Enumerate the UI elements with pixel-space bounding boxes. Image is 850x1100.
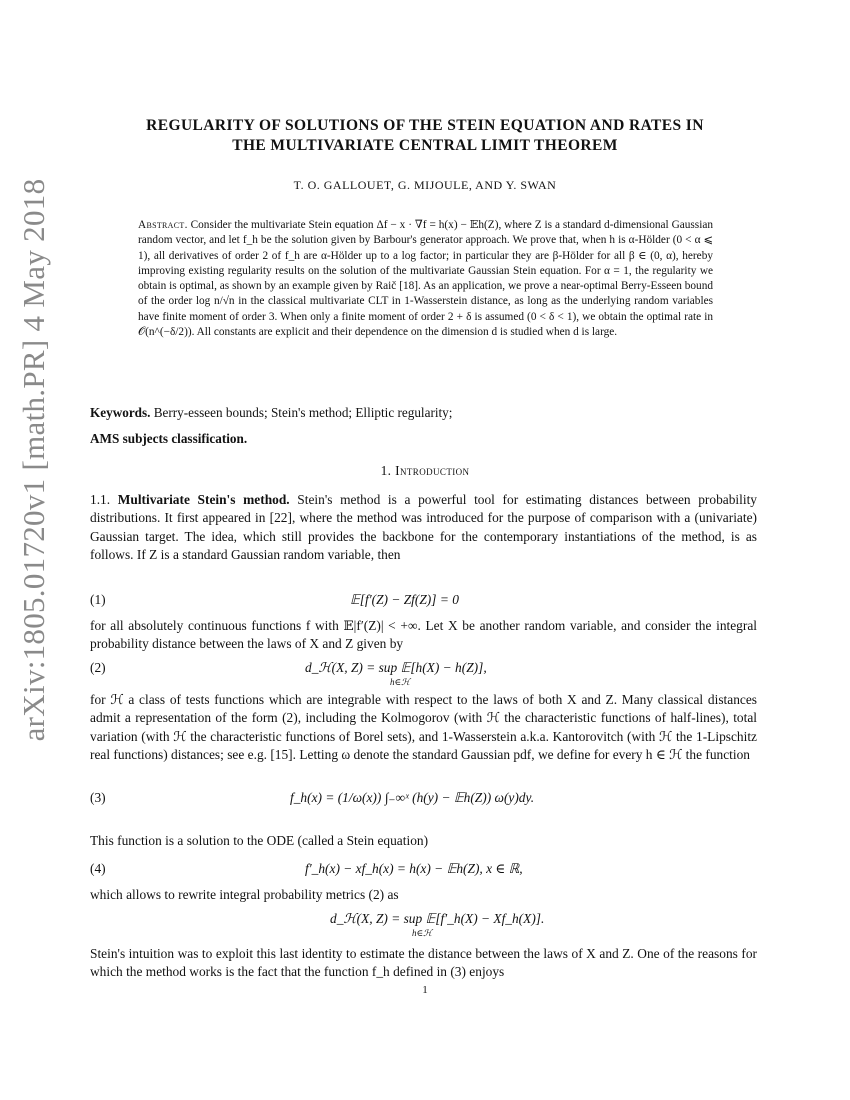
abstract-label: Abstract. bbox=[138, 219, 188, 231]
section-heading: 1. Introduction bbox=[380, 463, 470, 478]
abstract bbox=[138, 218, 713, 340]
paragraph-2: for all absolutely continuous functions f with 𝔼|f′(Z)| < +∞. Let X be another random variable, and consider the integral probability distance between the laws of X and Z given by bbox=[90, 618, 757, 652]
equation-4 bbox=[90, 861, 757, 885]
equation-body: f′_h(x) − xf_h(x) = h(x) − 𝔼h(Z), x ∈ ℝ, bbox=[305, 861, 523, 876]
equation-body: d_ℋ(X, Z) = sup 𝔼[f′_h(X) − Xf_h(X)]. bbox=[330, 911, 545, 926]
equation-number: (2) bbox=[90, 660, 106, 675]
equation-number: (3) bbox=[90, 790, 106, 805]
equation-number: (4) bbox=[90, 861, 106, 876]
subsection-title: Multivariate Stein's method. bbox=[117, 492, 290, 507]
subsection-number: 1.1. bbox=[90, 492, 111, 507]
equation-body: 𝔼[f′(Z) − Zf(Z)] = 0 bbox=[350, 592, 459, 607]
abstract-text: Consider the multivariate Stein equation Δf − x · ∇f = h(x) − 𝔼h(Z), where Z is a standard d-dimensional Gaussian random vector, and let f_h be the solution given by Barbour's generator approach. We prove that, when h is α-Hölder (0 < α ⩽ 1), all derivatives of order 2 of f_h are α-Hölder up to a log factor; in particular they are β-Hölder for all β ∈ (0, α), hereby improving existing regularity results on the solution of the multivariate Gaussian Stein equation. For α = 1, the regularity we obtain is optimal, as shown by an example given by Raič [18]. As an application, we prove a near-optimal Berry-Esseen bound of the order log n/√n in the classical multivariate CLT in 1-Wasserstein distance, as long as the underlying random variables have finite moment of order 3. When only a finite moment of order 2 + δ is assumed (0 < δ < 1), we obtain the optimal rate in 𝒪(n^(−δ/2)). All constants are explicit and their dependence on the dimension d is studied when d is large. bbox=[138, 219, 714, 338]
sup-subscript: h∈ℋ bbox=[390, 677, 411, 687]
paragraph-6: Stein's intuition was to exploit this last identity to estimate the distance between the laws of X and Z. One of the reasons for which the method works is the fact that the function f_h defined in (3) enjoys bbox=[90, 946, 757, 980]
equation-3 bbox=[90, 790, 757, 824]
paragraph-5: which allows to rewrite integral probability metrics (2) as bbox=[90, 887, 399, 902]
paragraph-1-text: Stein's method is a powerful tool for estimating distances between probability distributions. It first appeared in [22], where the method was introduced for the purpose of comparison with a (univariate) Gaussian target. The idea, which still provides the backbone for the contemporary instantiations of the method, is as follows. If Z is a standard Gaussian random variable, then bbox=[90, 492, 757, 562]
equation-body: d_ℋ(X, Z) = sup 𝔼[h(X) − h(Z)], bbox=[305, 660, 487, 675]
keywords bbox=[90, 405, 760, 421]
author-list: T. O. GALLOUET, G. MIJOULE, AND Y. SWAN bbox=[293, 178, 557, 192]
equation-body: f_h(x) = (1/ω(x)) ∫₋∞ˣ (h(y) − 𝔼h(Z)) ω(y)dy. bbox=[290, 790, 535, 805]
paragraph-1 bbox=[90, 491, 757, 564]
ams-classification: AMS subjects classification. bbox=[90, 431, 248, 446]
equation-number: (1) bbox=[90, 592, 106, 607]
title-line-1: REGULARITY OF SOLUTIONS OF THE STEIN EQUATION AND RATES IN bbox=[146, 117, 704, 134]
arxiv-id-stamp: arXiv:1805.01720v1 [math.PR] 4 May 2018 bbox=[16, 178, 51, 742]
paragraph-3: for ℋ a class of tests functions which are integrable with respect to the laws of both X and Z. Many classical distances admit a representation of the form (2), including the Kolmogorov (with ℋ the characteristic functions of half-lines), total variation (with ℋ the characteristic functions of Borel sets), and 1-Wasserstein a.k.a. Kantorovitch (with ℋ the 1-Lipschitz real functions) distances; see e.g. [15]. Letting ω denote the standard Gaussian pdf, we define for every h ∈ ℋ the function bbox=[90, 692, 757, 762]
arxiv-sidebar bbox=[4, 178, 64, 742]
paper-title bbox=[90, 116, 760, 156]
equation-2 bbox=[90, 660, 757, 694]
equation-5 bbox=[90, 911, 757, 941]
keywords-label: Keywords. bbox=[90, 405, 151, 420]
equation-1 bbox=[90, 592, 757, 616]
paragraph-4: This function is a solution to the ODE (called a Stein equation) bbox=[90, 833, 429, 848]
sup-subscript: h∈ℋ bbox=[412, 928, 433, 938]
keywords-text: Berry-esseen bounds; Stein's method; Elliptic regularity; bbox=[153, 405, 453, 420]
page-number: 1 bbox=[422, 984, 428, 996]
title-line-2: THE MULTIVARIATE CENTRAL LIMIT THEOREM bbox=[232, 137, 618, 154]
